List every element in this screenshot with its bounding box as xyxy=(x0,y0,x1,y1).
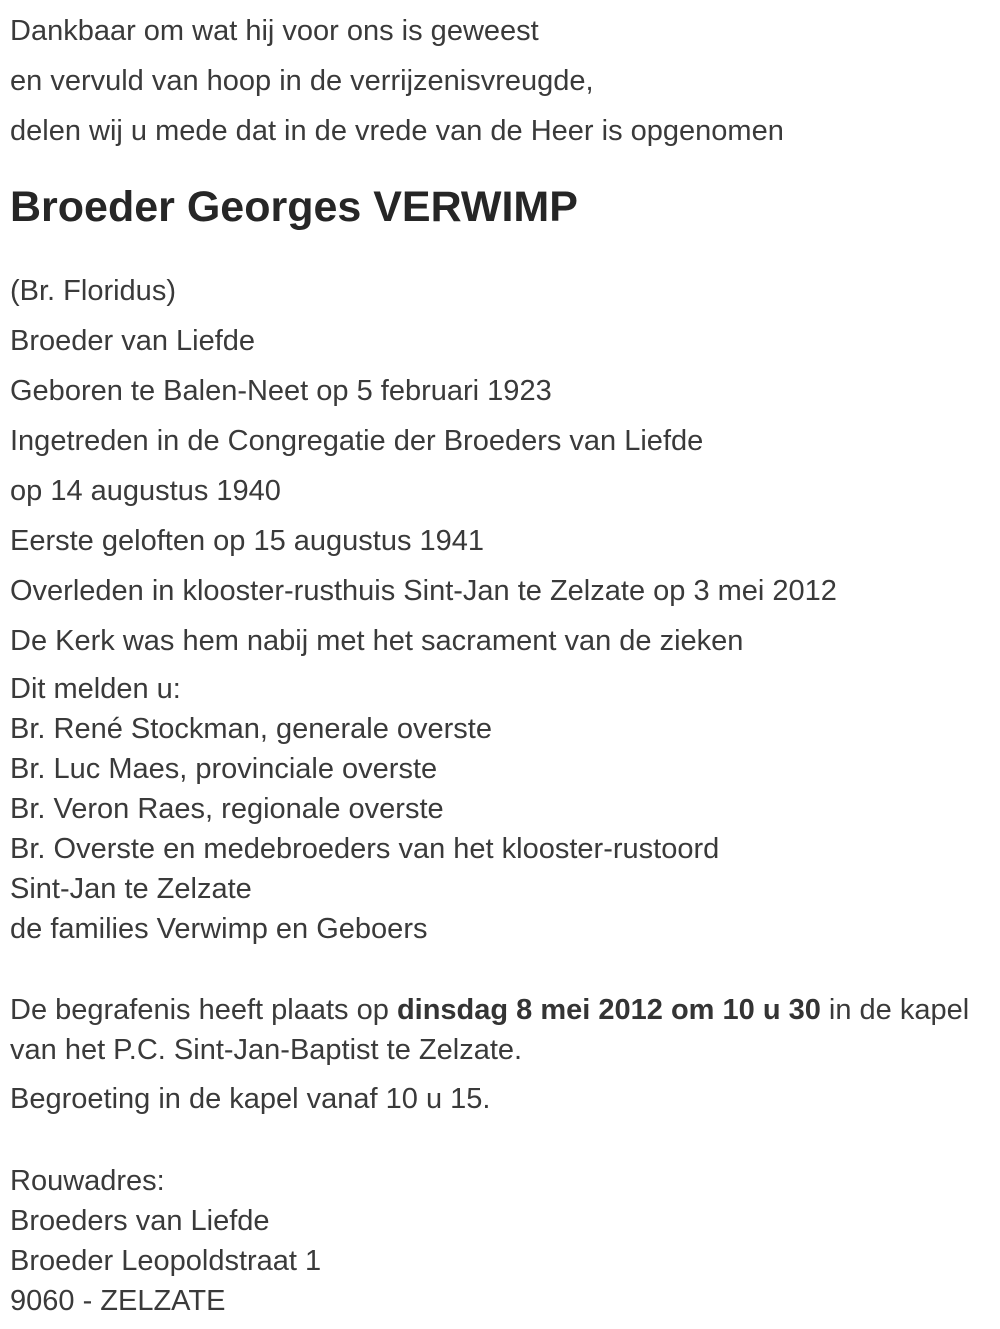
funeral-datetime: dinsdag 8 mei 2012 om 10 u 30 xyxy=(396,994,821,1026)
religious-name-line: (Br. Floridus) xyxy=(10,275,176,307)
funeral-details-section xyxy=(10,990,992,1119)
mourning-address-line: Broeder Leopoldstraat 1 xyxy=(10,1245,322,1277)
announcers-heading: Dit melden u: xyxy=(10,673,181,705)
announcer-line: Br. Veron Raes, regionale overste xyxy=(10,793,444,825)
biography-section xyxy=(10,266,992,666)
funeral-paragraph xyxy=(10,990,992,1070)
mourning-address-line: 9060 - ZELZATE xyxy=(10,1285,226,1317)
announcer-line: Br. Luc Maes, provinciale overste xyxy=(10,753,438,785)
entry-date-line: op 14 augustus 1940 xyxy=(10,475,281,507)
greeting-line: Begroeting in de kapel vanaf 10 u 15. xyxy=(10,1083,491,1115)
death-line: Overleden in klooster-rusthuis Sint-Jan te Zelzate op 3 mei 2012 xyxy=(10,575,837,607)
intro-line: Dankbaar om wat hij voor ons is geweest xyxy=(10,15,539,47)
intro-verse xyxy=(10,6,992,156)
announcer-line: Sint-Jan te Zelzate xyxy=(10,873,252,905)
mourning-address-line: Broeders van Liefde xyxy=(10,1205,270,1237)
sacrament-line: De Kerk was hem nabij met het sacrament van de zieken xyxy=(10,625,744,657)
funeral-text-after: in de kapel van het P.C. Sint-Jan-Baptist te Zelzate. xyxy=(10,994,970,1066)
deceased-name-title: Broeder Georges VERWIMP xyxy=(10,183,578,231)
announcer-line: de families Verwimp en Geboers xyxy=(10,913,428,945)
funeral-text-before: De begrafenis heeft plaats op xyxy=(10,994,397,1026)
vows-line: Eerste geloften op 15 augustus 1941 xyxy=(10,525,485,557)
mourning-address-section xyxy=(10,1161,992,1321)
announcer-line: Br. René Stockman, generale overste xyxy=(10,713,492,745)
intro-line: en vervuld van hoop in de verrijzenisvreugde, xyxy=(10,65,594,97)
mourning-address-heading: Rouwadres: xyxy=(10,1165,165,1197)
entry-line: Ingetreden in de Congregatie der Broeders van Liefde xyxy=(10,425,704,457)
announcer-line: Br. Overste en medebroeders van het klooster-rustoord xyxy=(10,833,720,865)
announcers-section xyxy=(10,669,992,949)
intro-line: delen wij u mede dat in de vrede van de Heer is opgenomen xyxy=(10,115,784,147)
birth-line: Geboren te Balen-Neet op 5 februari 1923 xyxy=(10,375,552,407)
congregation-line: Broeder van Liefde xyxy=(10,325,256,357)
